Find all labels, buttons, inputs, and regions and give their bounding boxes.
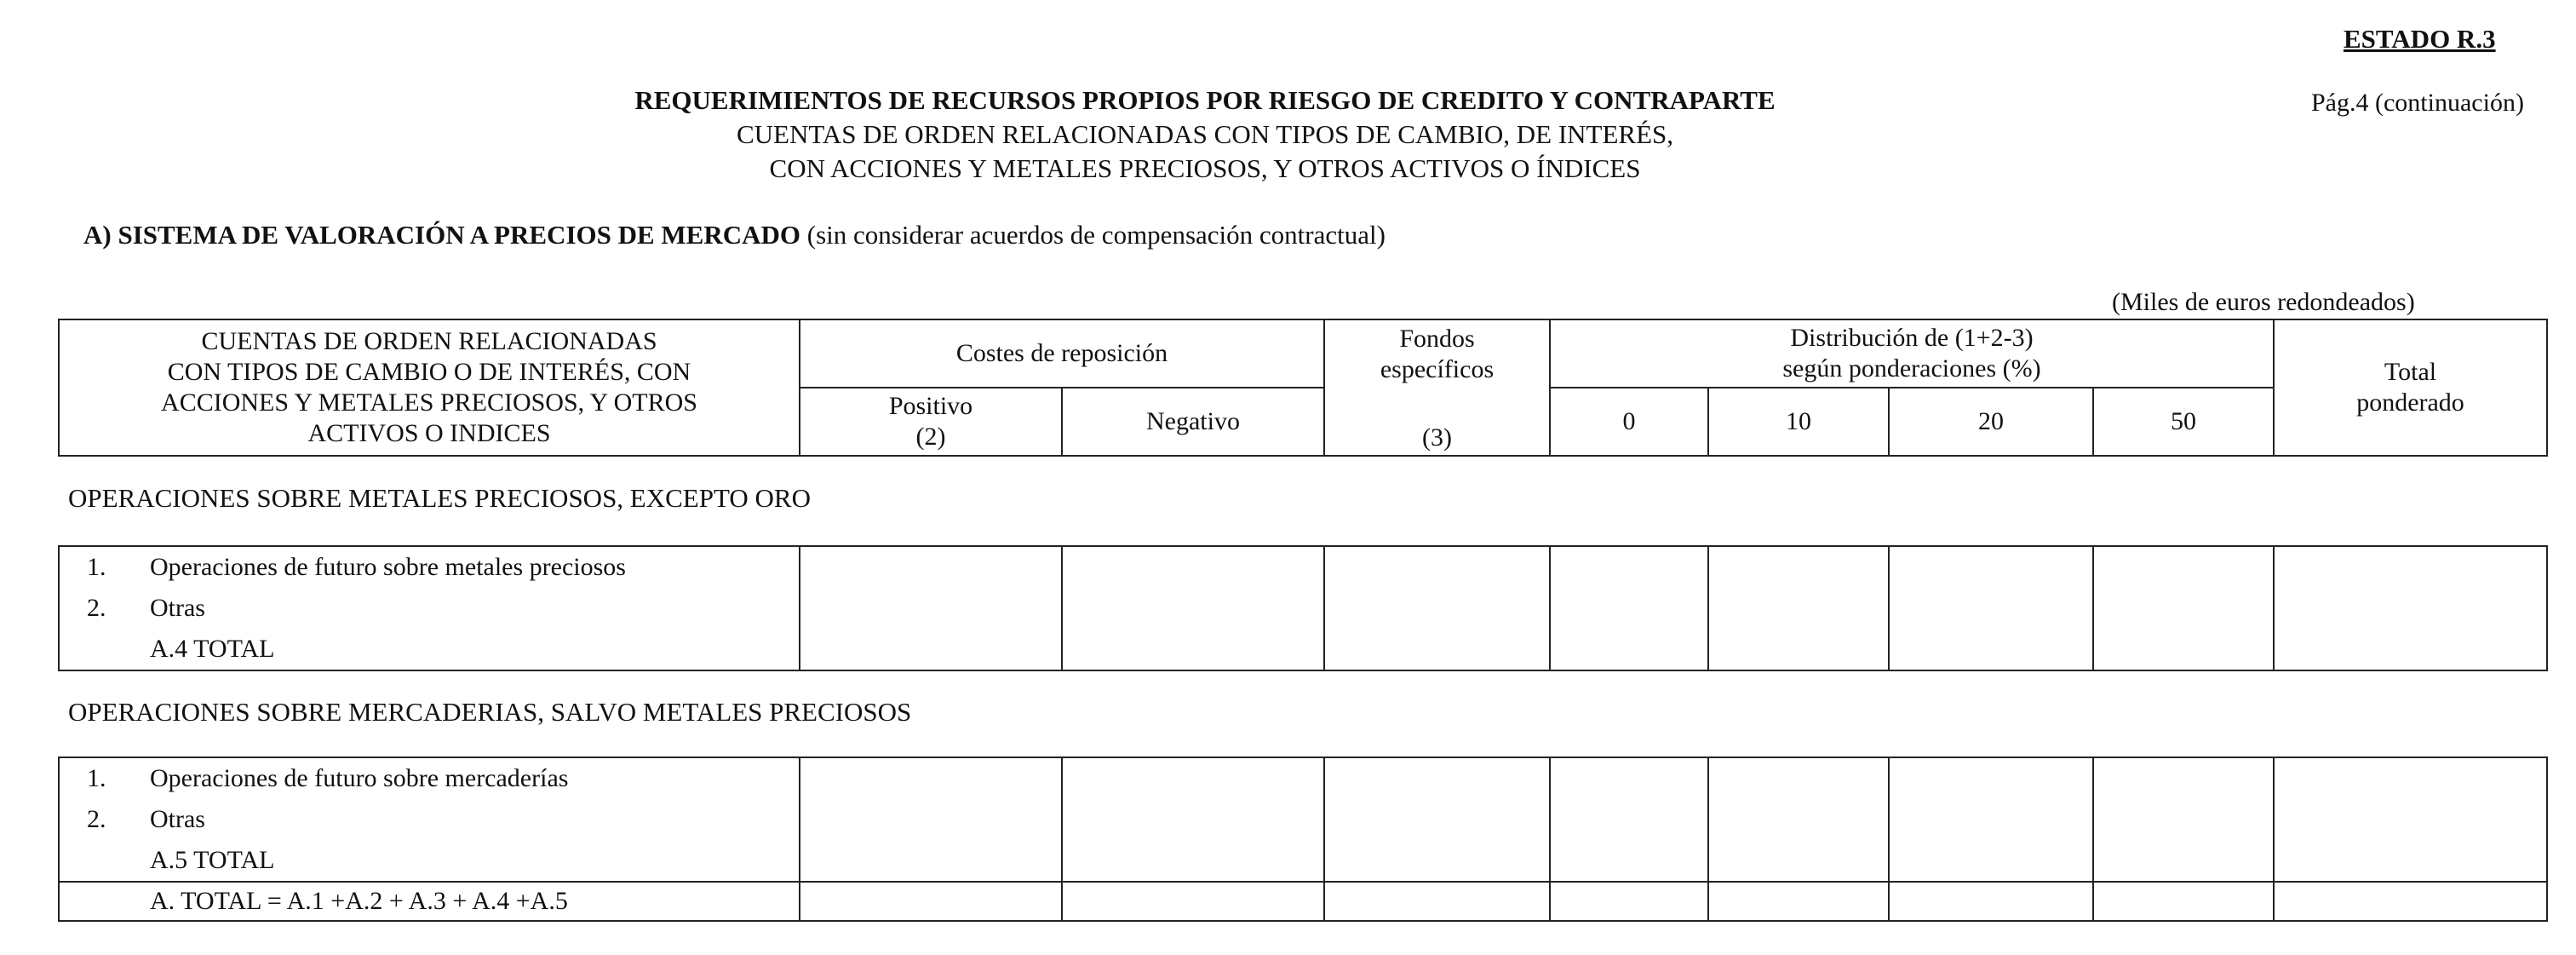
total-cell-negative[interactable] <box>1062 882 1324 921</box>
total-cell-weight-20[interactable] <box>1889 882 2093 921</box>
header-accounts-line: ACCIONES Y METALES PRECIOSOS, Y OTROS <box>161 388 697 417</box>
list-item <box>87 840 799 881</box>
header-accounts-line: ACTIVOS O INDICES <box>307 419 551 447</box>
list-item <box>87 758 799 799</box>
header-specific-funds-ref: (3) <box>1422 423 1452 452</box>
heading-line-3: CON ACCIONES Y METALES PRECIOSOS, Y OTROS ACTIVOS O ÍNDICES <box>769 153 1641 183</box>
row-labels <box>59 757 800 882</box>
row-label: A.4 TOTAL <box>150 635 275 663</box>
header-replacement-costs: Costes de reposición <box>800 319 1324 388</box>
cell-weight-50[interactable] <box>2093 546 2274 670</box>
header-positive-label: Positivo <box>888 392 973 420</box>
row-label: Otras <box>150 805 205 833</box>
total-cell-positive[interactable] <box>800 882 1062 921</box>
document-heading <box>477 83 1933 186</box>
header-weight-50: 50 <box>2093 388 2274 456</box>
block-title-precious-metals: OPERACIONES SOBRE METALES PRECIOSOS, EXCEPTO ORO <box>68 483 811 513</box>
header-accounts <box>59 319 800 456</box>
row-label: Operaciones de futuro sobre mercaderías <box>150 764 569 792</box>
list-item <box>87 588 799 629</box>
header-accounts-line: CON TIPOS DE CAMBIO O DE INTERÉS, CON <box>167 358 691 386</box>
header-specific-funds-line: específicos <box>1380 355 1495 383</box>
cell-positive[interactable] <box>800 757 1062 882</box>
header-distribution <box>1550 319 2274 388</box>
section-title-bold: A) SISTEMA DE VALORACIÓN A PRECIOS DE MERCADO <box>83 220 801 250</box>
cell-weight-50[interactable] <box>2093 757 2274 882</box>
cell-weight-10[interactable] <box>1708 546 1889 670</box>
cell-weight-10[interactable] <box>1708 757 1889 882</box>
section-title <box>83 220 1386 250</box>
header-weighted-total-line: ponderado <box>2356 388 2464 417</box>
header-weighted-total-line: Total <box>2384 358 2437 386</box>
cell-weight-20[interactable] <box>1889 546 2093 670</box>
row-number: 1. <box>87 764 106 792</box>
grand-total-label: A. TOTAL = A.1 +A.2 + A.3 + A.4 +A.5 <box>59 882 800 921</box>
list-item <box>87 547 799 588</box>
cell-specific-funds[interactable] <box>1324 757 1550 882</box>
column-header-table <box>58 319 2548 457</box>
block-title-commodities: OPERACIONES SOBRE MERCADERIAS, SALVO METALES PRECIOSOS <box>68 697 912 727</box>
row-number: 2. <box>87 805 106 833</box>
cell-negative[interactable] <box>1062 757 1324 882</box>
header-distribution-line: Distribución de (1+2-3) <box>1790 324 2034 352</box>
cell-weight-0[interactable] <box>1550 546 1708 670</box>
cell-weighted-total[interactable] <box>2274 757 2547 882</box>
header-distribution-line: según ponderaciones (%) <box>1782 354 2041 383</box>
header-positive-ref: (2) <box>915 423 946 451</box>
row-label: Otras <box>150 594 205 622</box>
header-positive <box>800 388 1062 456</box>
cell-positive[interactable] <box>800 546 1062 670</box>
precious-metals-table <box>58 545 2548 671</box>
units-note: (Miles de euros redondeados) <box>2112 288 2415 316</box>
form-code: ESTADO R.3 <box>2344 24 2496 54</box>
header-accounts-line: CUENTAS DE ORDEN RELACIONADAS <box>201 327 657 355</box>
row-number: 2. <box>87 594 106 622</box>
total-cell-specific-funds[interactable] <box>1324 882 1550 921</box>
commodities-table <box>58 757 2548 922</box>
row-number: 1. <box>87 553 106 581</box>
heading-line-2: CUENTAS DE ORDEN RELACIONADAS CON TIPOS DE CAMBIO, DE INTERÉS, <box>736 119 1674 149</box>
row-label: A.5 TOTAL <box>150 846 275 874</box>
header-weight-0: 0 <box>1550 388 1708 456</box>
header-negative: Negativo <box>1062 388 1324 456</box>
heading-line-1: REQUERIMIENTOS DE RECURSOS PROPIOS POR RIESGO DE CREDITO Y CONTRAPARTE <box>634 85 1776 115</box>
header-weight-20: 20 <box>1889 388 2093 456</box>
row-label: Operaciones de futuro sobre metales preciosos <box>150 553 626 581</box>
total-cell-weight-10[interactable] <box>1708 882 1889 921</box>
total-cell-weight-0[interactable] <box>1550 882 1708 921</box>
cell-weight-0[interactable] <box>1550 757 1708 882</box>
cell-weighted-total[interactable] <box>2274 546 2547 670</box>
header-specific-funds-line: Fondos <box>1399 325 1475 353</box>
cell-weight-20[interactable] <box>1889 757 2093 882</box>
header-specific-funds <box>1324 319 1550 456</box>
list-item <box>87 629 799 670</box>
cell-specific-funds[interactable] <box>1324 546 1550 670</box>
header-weight-10: 10 <box>1708 388 1889 456</box>
list-item <box>87 799 799 840</box>
header-weighted-total <box>2274 319 2547 456</box>
cell-negative[interactable] <box>1062 546 1324 670</box>
row-labels <box>59 546 800 670</box>
section-title-note: (sin considerar acuerdos de compensación contractual) <box>800 220 1386 250</box>
total-cell-weighted-total[interactable] <box>2274 882 2547 921</box>
total-cell-weight-50[interactable] <box>2093 882 2274 921</box>
page-number: Pág.4 (continuación) <box>2311 89 2524 117</box>
